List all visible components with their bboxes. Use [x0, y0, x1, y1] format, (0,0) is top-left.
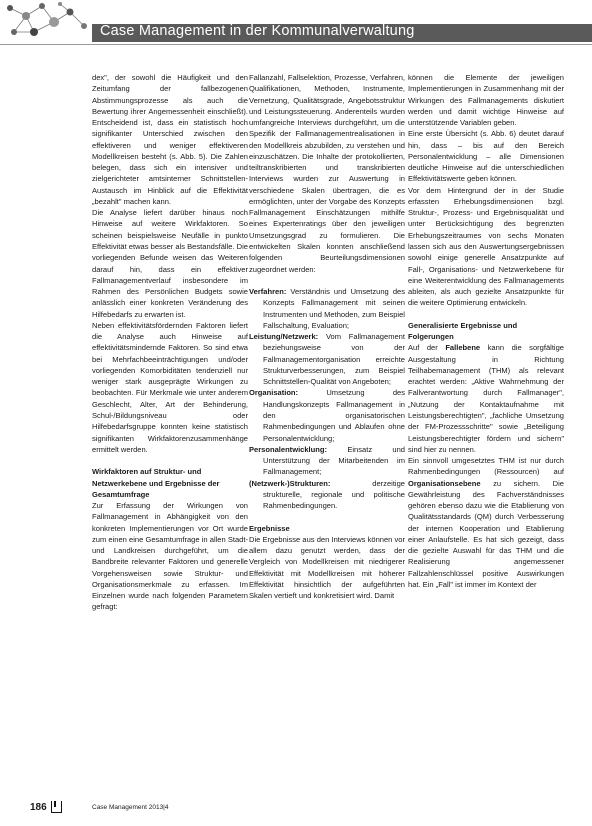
header-divider: [0, 44, 592, 45]
section-heading: Wirkfaktoren auf Struktur- und Netzwerkebene und Ergebnisse der Gesamtumfrage: [92, 467, 220, 499]
section-title: Case Management in der Kommunalverwaltung: [100, 23, 415, 39]
paragraph: Eine erste Übersicht (s. Abb. 6) deutet darauf hin, dass – bis auf den Bereich Personalentwicklung – alle Dimensionen deutliche Hinweise auf die unterschiedlichen Effektivitätswerte geben können.: [408, 129, 564, 184]
journal-mark-icon: [51, 801, 62, 813]
paragraph: dex", der sowohl die Häufigkeit und den Zeitumfang der fallbezogenen Abstimmungsprozesse als auch die Bewertung ihrer Angemessenheit einschließt). Entscheidend ist, dass ein statistisch hoch signifikanter Unterschied zwischen den effektiveren und weniger effektiveren Modellkreisen besteht (s. Abb. 5). Die Zahlen belegen, dass sich ein intensiver und zielgerichteter amtsinterner Schnittstellen-Austausch im Hinblick auf die Effektivität „bezahlt" machen kann.: [92, 73, 248, 206]
list-text: Umsetzung des Handlungskonzepts Fallmanagement in den organisatorischen Rahmenbedingungen und Ablaufen ohne Personalentwicklung;: [263, 388, 405, 443]
list-item: [249, 387, 405, 443]
list-text: Vom Fallmanagement beziehungsweise von der Fallmanagementorganisation erreichte Strukturverbesserungen, zum Beispiel Schnittstellen-Qualität von Angeboten;: [263, 332, 405, 387]
list-item: [249, 478, 405, 512]
page-header: [0, 0, 592, 44]
list-item: [249, 444, 405, 478]
paragraph: Auf der Fallebene kann die sorgfältige Ausgestaltung in Richtung Teilhabemanagement (THM) als relevant erachtet werden: „Aktive Wahrnehmung der Fallverantwortung durch Fallmanager", „Nutzung der Kontaktaufnahme mit Leistungsberechtigten", „fachliche Umsetzung der FM-Prozessschritte" sowie „Beteiligung Leistungsberechtigter fördern und sichern" sind hier zu nennen.: [408, 343, 564, 454]
list-item: [249, 331, 405, 387]
list-text: Verständnis und Umsetzung des Konzepts Fallmanagement mit seinen Instrumenten und Methoden, zum Beispiel Fallschaltung, Evaluation;: [263, 287, 405, 330]
column-2: [249, 72, 405, 601]
column-1: [92, 72, 248, 613]
list-term: Organisation:: [249, 388, 299, 398]
paragraph: Neben effektivitätsfördernden Faktoren liefert die Analyse auch Hinweise auf effektivitätsmindernde Faktoren. So sind etwa bei Mehrfachbeeinträchtigungen und/oder vorliegenden Komorbiditäten tendenziell nur weniger stark ausgeprägte Wirkungen zu beobachten. Für Merkmale wie unter anderem Geschlecht, Alter, Art der Behinderung, Schul-/Bildungsniveau oder Hilfebedarfsgruppe konnten keine statistisch signifikanten Wirkfaktorenzusammenhänge ermittelt werden.: [92, 320, 248, 454]
emphasis: Organisationsebene: [408, 478, 481, 488]
paragraph: Ein sinnvoll umgesetztes THM ist nur durch Rahmenbedingungen (Ressourcen) auf Organisationsebene zu sichern. Die Gewährleistung des Fachverständnisses gehören ebenso dazu wie die Etablierung von Qualitätsstandards (QM) durch Verbesserung der internen Kooperation und Etablierung einer Anlaufstelle. Es hat sich gezeigt, dass die gezielte Auswahl für das THM und die Realisierung angemessener Fallzahlenschlüssel positive Auswirkungen hat. Ein „Fall" ist immer im Kontext der: [408, 456, 564, 589]
paragraph: Fallanzahl, Fallselektion, Prozesse, Verfahren, Qualifikationen, Methoden, Instrumente, Vernetzung, Qualitätsgrade, Angebotsstruktur und Leistungssteuerung. Anderenteils wurden umfangreiche Interviews durchgeführt, um die Spezifik der Fallmanagementrealisationen in den Modellkreis abzubilden, zu verstehen und einzuschätzen. Die Inhalte der protokollierten, teiltranskribierten und transkribierten Interviews wurden zur Auswertung in verschiedene Skalen übertragen, die es ermöglichten, unter der Vorgabe des Konzepts Fallmanagement Einschätzungen mithilfe eines Expertenratings über den jeweiligen Umsetzungsgrad zu formulieren. Die entwickelten Skalen konnten anschließend folgenden Beurteilungsdimensionen zugeordnet werden:: [249, 73, 405, 274]
network-logo-icon: [4, 2, 92, 42]
column-3: [408, 72, 564, 590]
emphasis: Fallebene: [445, 343, 481, 353]
list-term: Personalentwicklung:: [249, 444, 328, 454]
list-text: Einsatz und Unterstützung der Mitarbeitenden im Fallmanagement;: [263, 444, 405, 477]
list-term: Verfahren:: [249, 287, 287, 297]
list-text: derzeitige strukturelle, regionale und politische Rahmenbedingungen.: [263, 478, 405, 511]
page-footer: [0, 798, 592, 826]
list-term: (Netzwerk-)Strukturen:: [249, 478, 331, 488]
journal-source: Case Management 2013|4: [92, 804, 169, 811]
page-number: 186: [30, 802, 47, 813]
list-item: [249, 286, 405, 331]
paragraph: Die Analyse liefert darüber hinaus noch Hinweise auf weitere Wirkfaktoren. So scheinen beispielsweise Neufälle in punkto Effektivität etwas besser als Bestandsfälle. Die vorliegenden Befunde weisen das Weiteren darauf hin, dass ein effektiver Fallmanagementverlauf insbesondere im Rahmen des Persönlichen Budgets sowie anlässlich einer konkreten Veränderung des Hilfebedarfs zu erwarten ist.: [92, 208, 248, 319]
paragraph: können die Elemente der jeweiligen Implementierungen in Zusammenhang mit der Wirkungen des Fallmanagements diskutiert werden und damit wichtige Hinweise auf unterstützende Variablen geben.: [408, 73, 564, 128]
paragraph: Zur Erfassung der Wirkungen von Fallmanagement in Abhängigkeit von den konkreten Implementierungen vor Ort wurde zum einen eine Gesamtumfrage in allen Stadt- und Landkreisen durchgeführt, um die Bandbreite relevanter Faktoren und generelle Vorgehensweisen sowie Struktur- und Organisationsmerkmale zu erfassen. Im Einzelnen wurde nach folgenden Parametern gefragt:: [92, 501, 248, 612]
section-heading: Ergebnisse: [249, 523, 290, 533]
paragraph: Die Ergebnisse aus den Interviews können vor allem dazu genutzt werden, dass der Vergleich von Modellkreisen mit niedrigerer Effektivität mit Modellkreisen mit höherer Effektivität hinsichtlich der aufgeführten Skalen vertieft und konkretisiert wird. Damit: [249, 534, 405, 601]
paragraph: Vor dem Hintergrund der in der Studie erfassten Erhebungsdimensionen bzgl. Struktur-, Prozess- und Ergebnisqualität und unter Berücksichtigung des begrenzten Erhebungszeitraumes von sechs Monaten lassen sich aus den Auswertungsergebnissen sowohl einige generelle Ansatzpunkte auf Fall-, Organisations- und Netzwerkebene für eine Weiterentwicklung des Fallmanagements ableiten, als auch gezielte Ansatzpunkte für die weitere Optimierung entwickeln.: [408, 185, 564, 308]
list-term: Leistung/Netzwerk:: [249, 332, 319, 342]
section-heading: Generalisierte Ergebnisse und Folgerungen: [408, 320, 518, 342]
